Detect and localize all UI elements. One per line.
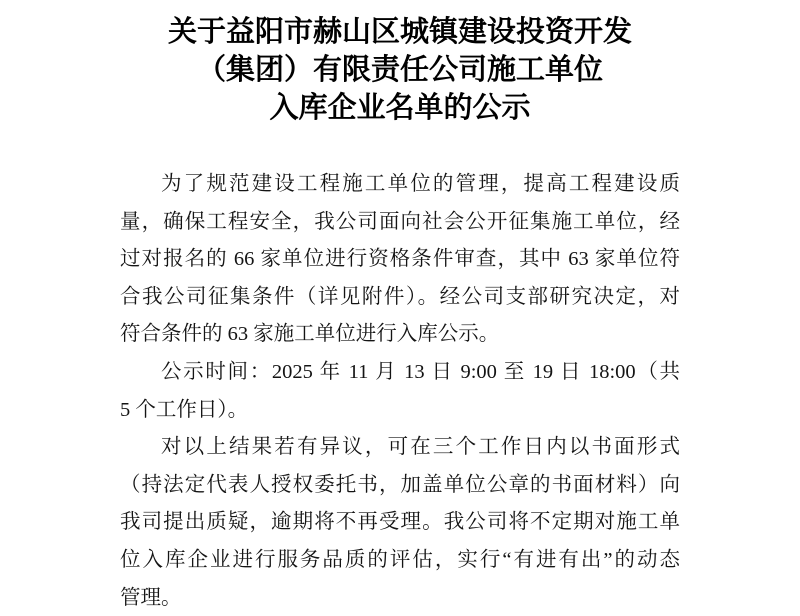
body-line: 合我公司征集条件（详见附件）。经公司支部研究决定，对 [120,285,680,308]
body-line: 过对报名的 66 家单位进行资格条件审查，其中 63 家单位符 [120,248,680,271]
body-line: 对以上结果若有异议，可在三个工作日内以书面形式 [161,436,680,459]
document-title [0,13,800,127]
body-line: 量，确保工程安全，我公司面向社会公开征集施工单位，经 [120,210,680,233]
document-body [120,166,680,616]
title-line-3: 入库企业名单的公示 [269,92,531,124]
body-line: 管理。 [120,586,182,609]
body-line: （持法定代表人授权委托书，加盖单位公章的书面材料）向 [120,473,680,496]
title-line-1: 关于益阳市赫山区城镇建设投资开发 [167,16,632,48]
title-line-2: （集团）有限责任公司施工单位 [196,54,603,86]
body-line: 位入库企业进行服务品质的评估，实行“有进有出”的动态 [120,548,680,571]
body-line: 为了规范建设工程施工单位的管理，提高工程建设质 [161,173,680,195]
body-line: 公示时间：2025 年 11 月 13 日 9:00 至 19 日 18:00（共 [161,360,680,383]
body-line: 符合条件的 63 家施工单位进行入库公示。 [120,323,500,346]
body-line: 5 个工作日）。 [120,398,249,421]
body-line: 我司提出质疑，逾期将不再受理。我公司将不定期对施工单 [120,511,680,534]
